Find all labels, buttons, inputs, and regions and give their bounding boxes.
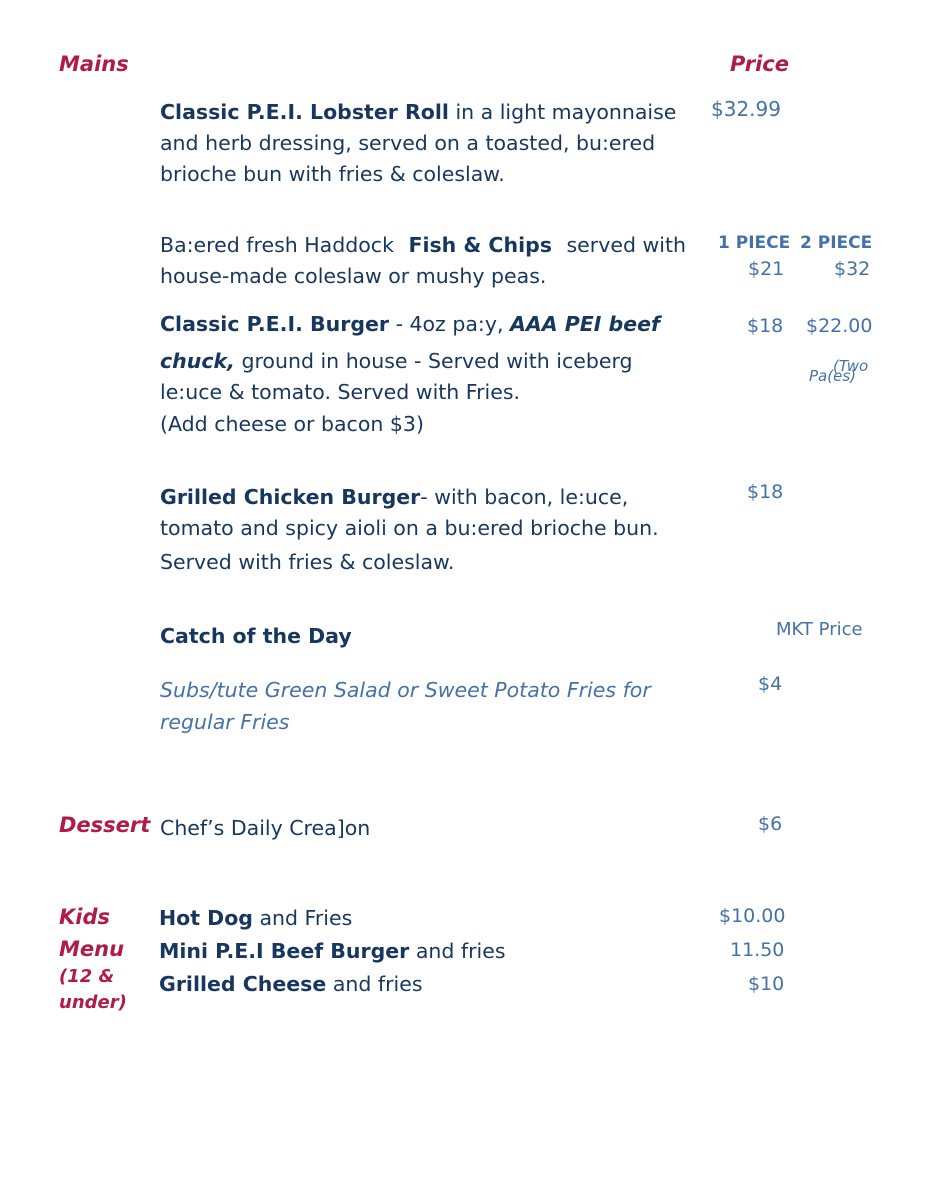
chicken-burger-desc-line: Served with fries & coleslaw. — [160, 550, 455, 574]
kids-heading: Menu — [59, 937, 125, 961]
kids-item-name: Hot Dog — [159, 906, 253, 930]
kids-item-desc: and Fries — [252, 906, 353, 930]
mains-heading: Mains — [59, 52, 129, 76]
lobster-roll-name: Classic P.E.I. Lobster Roll — [160, 100, 449, 124]
burger-desc: ground in house - Served with iceberg — [234, 349, 633, 373]
burger-price-1: $18 — [747, 315, 784, 337]
chicken-burger-item — [160, 482, 659, 578]
dessert-price: $6 — [758, 813, 783, 835]
burger-price-2: $22.00 — [806, 315, 873, 337]
substitute-price: $4 — [758, 673, 783, 695]
fish-chips-desc-line: house-made coleslaw or mushy peas. — [160, 264, 547, 288]
burger-beef: AAA PEI beef — [510, 312, 660, 336]
catch-of-day-price: MKT Price — [776, 619, 863, 640]
one-piece-header: 1 PIECE — [718, 233, 791, 253]
burger-desc: - 4oz pa:y, — [389, 312, 510, 336]
kids-age-note: (12 & — [59, 966, 115, 987]
chicken-burger-desc-line: tomato and spicy aioli on a bu:ered brioche bun. — [160, 516, 659, 540]
substitute-note — [160, 674, 651, 738]
dessert-item: Chef’s Daily Crea]on — [160, 816, 371, 840]
burger-desc-line: le:uce & tomato. Served with Fries. — [160, 380, 521, 404]
fish-chips-price-2: $32 — [834, 258, 871, 280]
chicken-burger-desc: - with bacon, le:uce, — [420, 485, 629, 509]
fish-chips-name: Fish & Chips — [408, 233, 552, 257]
lobster-roll-price: $32.99 — [711, 97, 781, 121]
kids-item-price: 11.50 — [730, 939, 785, 961]
burger-addon: (Add cheese or bacon $3) — [160, 412, 424, 436]
fish-chips-desc: served with — [566, 233, 686, 257]
burger-name: Classic P.E.I. Burger — [160, 312, 390, 336]
kids-item-price: $10 — [748, 973, 785, 995]
burger-note-line: Pa(es) — [809, 367, 856, 385]
price-heading: Price — [730, 52, 789, 76]
burger-note-line: (Two — [833, 357, 869, 375]
catch-of-day-name: Catch of the Day — [160, 624, 352, 648]
burger-desc-block — [160, 346, 633, 440]
lobster-roll-item — [160, 97, 676, 190]
kids-heading: Kids — [59, 905, 111, 929]
substitute-line: Subs/tute Green Salad or Sweet Potato Fries for — [160, 678, 651, 702]
burger-chuck: chuck, — [160, 349, 235, 373]
fish-chips-item — [160, 230, 686, 292]
burger-line-1 — [160, 309, 660, 340]
chicken-burger-name: Grilled Chicken Burger — [160, 485, 421, 509]
lobster-roll-desc: in a light mayonnaise — [448, 100, 677, 124]
chicken-burger-price: $18 — [747, 481, 784, 503]
kids-item-name: Grilled Cheese — [159, 972, 327, 996]
kids-item-desc: and fries — [326, 972, 423, 996]
fish-chips-desc: Ba:ered fresh Haddock — [160, 233, 394, 257]
substitute-line: regular Fries — [160, 710, 290, 734]
lobster-roll-desc-line: brioche bun with fries & coleslaw. — [160, 162, 505, 186]
two-piece-header: 2 PIECE — [800, 233, 873, 253]
kids-item-desc: and fries — [409, 939, 506, 963]
kids-item-name: Mini P.E.I Beef Burger — [159, 939, 410, 963]
catch-of-day — [160, 621, 352, 652]
kids-item-price: $10.00 — [719, 905, 786, 927]
kids-item — [159, 903, 506, 1000]
dessert-heading: Dessert — [59, 813, 151, 837]
fish-chips-price-1: $21 — [748, 258, 785, 280]
lobster-roll-desc-line: and herb dressing, served on a toasted, bu:ered — [160, 131, 656, 155]
kids-age-note: under) — [59, 992, 127, 1013]
